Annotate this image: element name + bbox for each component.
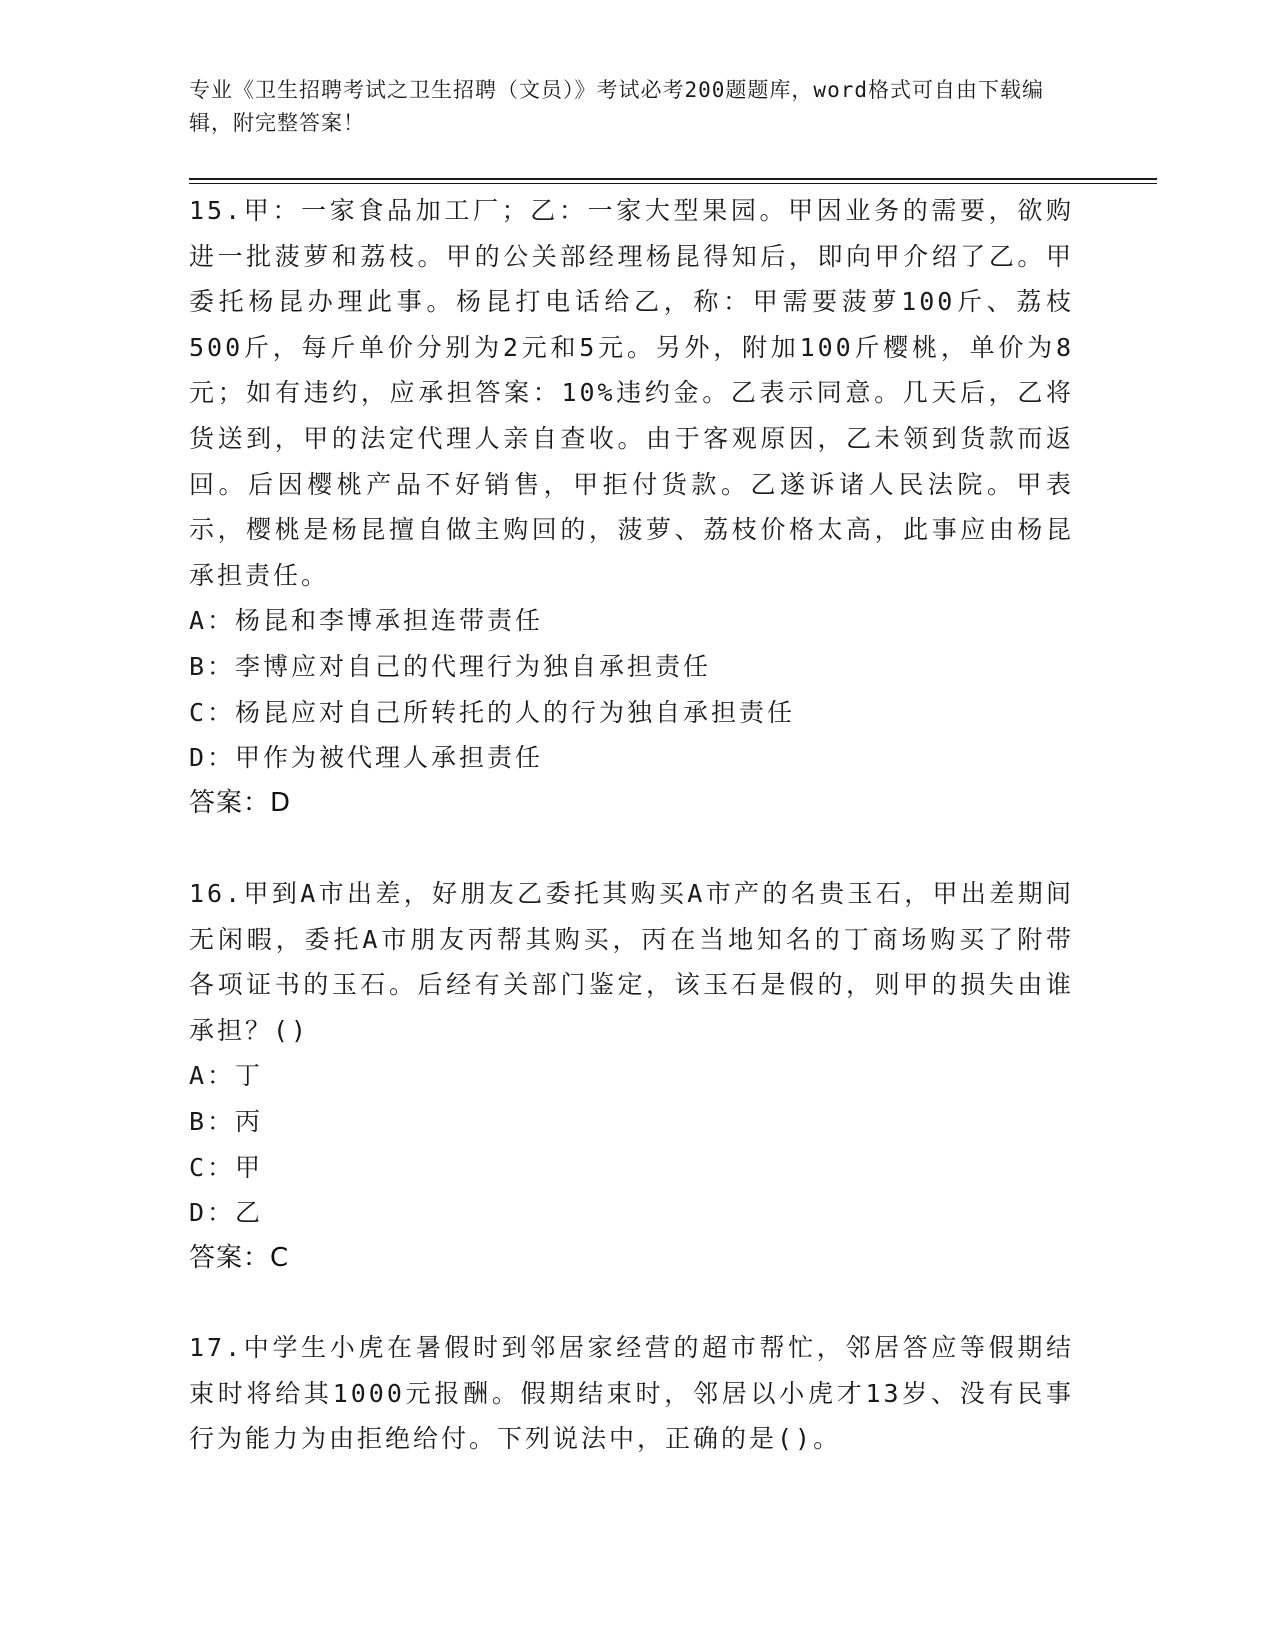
option-a: A：丁 [189,1061,264,1091]
answer-line: 答案：C [189,1242,290,1273]
option-c: C：甲 [189,1152,264,1182]
answer-line: 答案：D [189,787,292,818]
option-b: B：李博应对自己的代理行为独自承担责任 [189,651,712,681]
document-header: 专业《卫生招聘考试之卫生招聘（文员）》考试必考200题题库，word格式可自由下载编辑，附完整答案！ [189,78,1044,135]
question-15 [189,188,1074,826]
option-list [189,1053,1074,1235]
option-c: C：杨昆应对自己所转托的人的行为独自承担责任 [189,697,796,727]
option-list [189,598,1074,780]
question-stem: 15.甲：一家食品加工厂；乙：一家大型果园。甲因业务的需要，欲购进一批菠萝和荔枝。甲的公关部经理杨昆得知后，即向甲介绍了乙。甲委托杨昆办理此事。杨昆打电话给乙，称：甲需要菠萝100斤、荔枝500斤，每斤单价分别为2元和5元。另外，附加100斤樱桃，单价为8元；如有违约，应承担答案：10%违约金。乙表示同意。几天后，乙将货送到，甲的法定代理人亲自查收。由于客观原因，乙未领到货款而返回。后因樱桃产品不好销售，甲拒付货款。乙遂诉诸人民法院。甲表示，樱桃是杨昆擅自做主购回的，菠萝、荔枝价格太高，此事应由杨昆承担责任。 [189,196,1074,590]
option-a: A：杨昆和李博承担连带责任 [189,606,544,636]
option-d: D：甲作为被代理人承担责任 [189,743,544,773]
header-divider-thin [189,183,1157,184]
option-d: D：乙 [189,1198,264,1228]
option-b: B：丙 [189,1106,264,1136]
question-stem: 16.甲到A市出差，好朋友乙委托其购买A市产的名贵玉石，甲出差期间无闲暇，委托A市朋友丙帮其购买，丙在当地知名的丁商场购买了附带各项证书的玉石。后经有关部门鉴定，该玉石是假的，则甲的损失由谁承担？() [189,879,1074,1045]
header-divider-thick [189,178,1157,180]
question-stem: 17.中学生小虎在暑假时到邻居家经营的超市帮忙，邻居答应等假期结束时将给其1000元报酬。假期结束时，邻居以小虎才13岁、没有民事行为能力为由拒绝给付。下列说法中，正确的是()。 [189,1333,1074,1454]
question-17 [189,1325,1074,1462]
question-16 [189,871,1074,1281]
